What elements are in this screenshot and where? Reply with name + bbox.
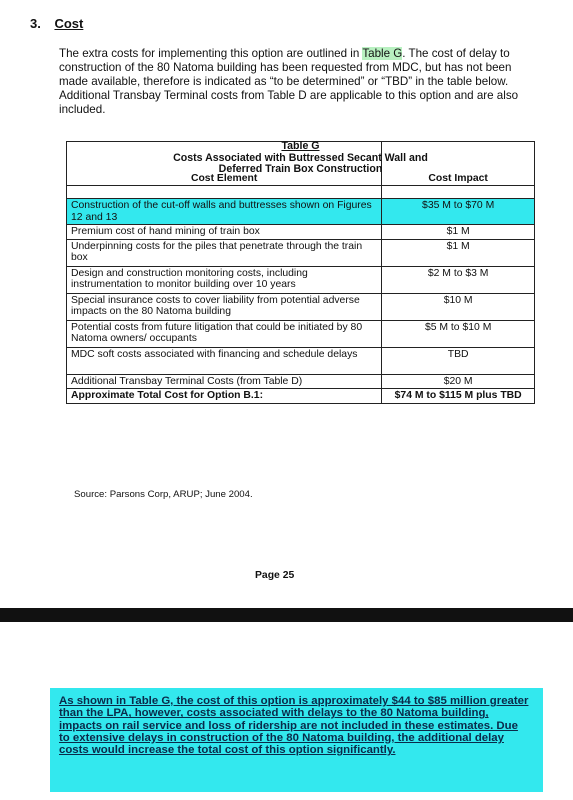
cost-element: Construction of the cut-off walls and buttresses shown on Figures 12 and 13 [67, 199, 382, 225]
table-row [67, 374, 535, 389]
spacer-cell [382, 186, 535, 199]
total-value: $74 M to $115 M plus TBD [382, 389, 535, 404]
table-title-line1: Costs Associated with Buttressed Secant Wall and [173, 151, 428, 164]
spacer-cell [67, 186, 382, 199]
section-title: Cost [54, 16, 84, 31]
cost-element: Additional Transbay Terminal Costs (from Table D) [67, 374, 382, 389]
table-row [67, 239, 535, 266]
table-row [67, 225, 535, 240]
table-row [67, 347, 535, 374]
section-number: 3. [30, 16, 41, 31]
table-title [66, 141, 535, 176]
cost-impact: $1 M [382, 225, 535, 240]
header-cost-element: Cost Element [67, 142, 382, 186]
cost-element: Underpinning costs for the piles that penetrate through the train box [67, 239, 382, 266]
intro-text-end: . The cost of delay to construction of the 80 Natoma building has been requested from MDC, but has not been made available, therefore is indicated as “to be determined” or “TBD” in the table below. Additional Transbay Terminal costs from Table D are applicable to this option and are also included. [59, 47, 519, 116]
cost-impact: TBD [382, 347, 535, 374]
table-row [67, 266, 535, 293]
cost-element: Special insurance costs to cover liability from potential adverse impacts on the 80 Natoma building [67, 293, 382, 320]
cost-impact: $35 M to $70 M [382, 199, 535, 225]
intro-paragraph [59, 47, 529, 117]
page-divider-bar [0, 608, 573, 622]
table-label: Table G [281, 140, 320, 152]
table-title-line2: Deferred Train Box Construction [218, 163, 383, 175]
cost-element: Premium cost of hand mining of train box [67, 225, 382, 240]
total-label: Approximate Total Cost for Option B.1: [67, 389, 382, 404]
cost-impact: $1 M [382, 239, 535, 266]
cost-impact: $10 M [382, 293, 535, 320]
section-heading [30, 16, 83, 31]
cost-table [66, 141, 535, 404]
page-number: Page 25 [255, 570, 295, 581]
cost-impact: $20 M [382, 374, 535, 389]
table-row [67, 320, 535, 347]
table-row [67, 199, 535, 225]
note-text: As shown in Table G, the cost of this option is approximately $44 to $85 million greater than the LPA, however, costs associated with delays to the 80 Natoma building, impacts on rail service and loss of ridership are not included in these estimates. Due to extensive delays in construction of the 80 Natoma building, the additional delay costs would increase the total cost of this option significantly. [59, 695, 529, 757]
table-row [67, 293, 535, 320]
cost-element: MDC soft costs associated with financing and schedule delays [67, 347, 382, 374]
highlighted-note [50, 688, 543, 792]
table-reference: Table G [362, 47, 403, 60]
header-cost-impact: Cost Impact [382, 142, 535, 186]
intro-text-start: The extra costs for implementing this option are outlined in [59, 47, 363, 60]
table-total-row [67, 389, 535, 404]
cost-impact: $2 M to $3 M [382, 266, 535, 293]
cost-impact: $5 M to $10 M [382, 320, 535, 347]
cost-element: Design and construction monitoring costs, including instrumentation to monitor building over 10 years [67, 266, 382, 293]
source-note: Source: Parsons Corp, ARUP; June 2004. [74, 489, 253, 500]
cost-element: Potential costs from future litigation that could be initiated by 80 Natoma owners/ occupants [67, 320, 382, 347]
